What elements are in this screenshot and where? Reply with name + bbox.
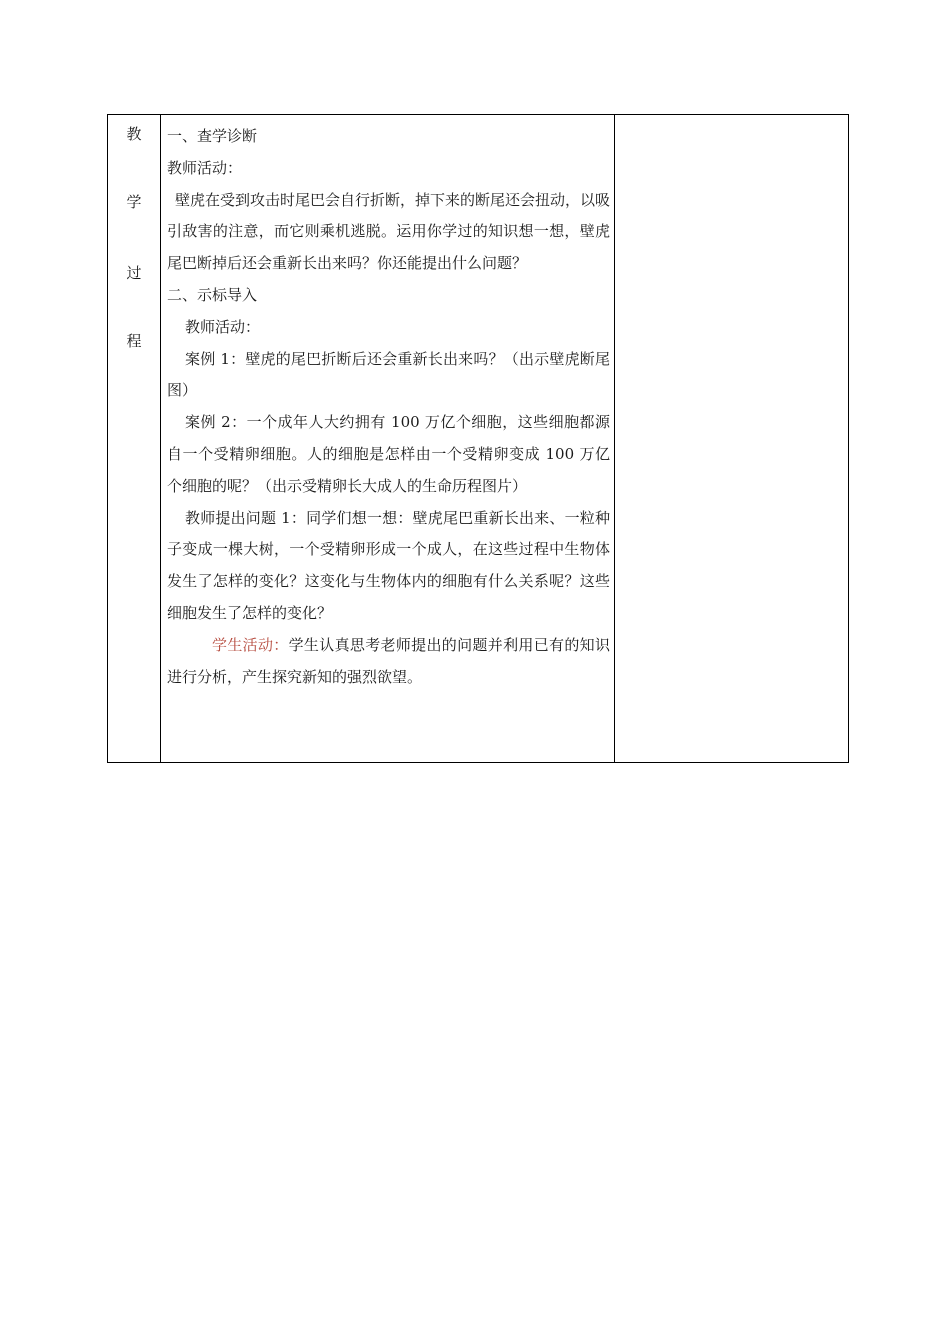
student-activity <box>167 630 610 694</box>
side-label-char: 程 <box>126 332 142 350</box>
section2-title: 二、示标导入 <box>167 285 258 304</box>
section2-actor: 教师活动： <box>185 317 261 336</box>
side-label-char: 学 <box>126 193 142 211</box>
side-label-char: 教 <box>126 125 142 143</box>
section1-text: 壁虎在受到攻击时尾巴会自行折断，掉下来的断尾还会扭动，以吸引敌害的注意，而它则乘机逃脱。运用你学过的知识想一想，壁虎尾巴断掉后还会重新长出来吗？你还能提出什么问题？ <box>167 190 611 273</box>
side-label-char: 过 <box>126 264 142 282</box>
student-activity-label: 学生活动： <box>212 635 289 654</box>
student-activity-text: 学生认真思考老师提出的问题并利用已有的知识进行分析，产生探究新知的强烈欲望。 <box>167 635 610 686</box>
section1-actor: 教师活动： <box>167 158 243 177</box>
teacher-question: 教师提出问题 1：同学们想一想：壁虎尾巴重新长出来、一粒种子变成一棵大树，一个受精卵形成一个成人，在这些过程中生物体发生了怎样的变化？这变化与生物体内的细胞有什么关系呢？这些细胞发生了怎样的变化？ <box>167 508 610 622</box>
side-label-column <box>108 115 161 762</box>
content-column <box>161 115 615 762</box>
notes-column <box>615 115 848 762</box>
case2-text: 案例 2：一个成年人大约拥有 100 万亿个细胞，这些细胞都源自一个受精卵细胞。人的细胞是怎样由一个受精卵变成 100 万亿个细胞的呢？（出示受精卵长大成人的生命历程图片） <box>167 413 610 495</box>
lesson-table <box>107 114 849 763</box>
section1-title: 一、查学诊断 <box>167 127 258 145</box>
case1-text: 案例 1：壁虎的尾巴折断后还会重新长出来吗？（出示壁虎断尾图） <box>167 349 610 400</box>
